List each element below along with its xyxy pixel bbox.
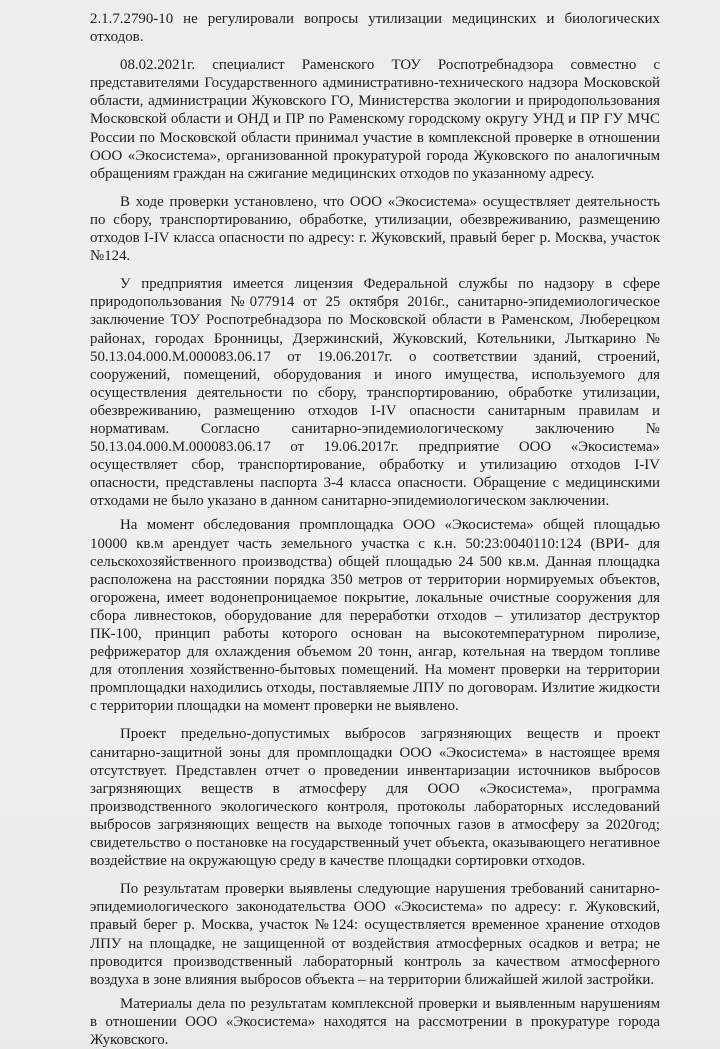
paragraph-case-materials: Материалы дела по результатам комплексной проверки и выявленным нарушениям в отношении ООО «Экосистема» находятся на рассмотрении в прокуратуре города Жуковского. <box>90 995 660 1048</box>
paragraph-inspection-participants: 08.02.2021г. специалист Раменского ТОУ Роспотребнадзора совместно с представителями Государственного административно-технического надзора Московской области, администрации Жуковского ГО, Министерства экологии и природопользования Московской области и ОНД и ПР по Раменскому городскому округу УНД и ПР ГУ МЧС России по Московской области принимал участие в комплексной проверке в отношении ООО «Экосистема», организованной прокуратурой города Жуковского по аналогичным обращениям граждан на сжигание медицинских отходов по указанному адресу. <box>90 57 660 182</box>
paragraph-sanpin-continuation: 2.1.7.2790-10 не регулировали вопросы утилизации медицинских и биологических отходов. <box>90 11 660 46</box>
paragraph-license-conclusion: У предприятия имеется лицензия Федеральной службы по надзору в сфере природопользования №077914 от 25 октября 2016г., санитарно-эпидемиологическое заключение ТОУ Роспотребнадзора по Московской области в Раменском, Люберецком районах, городах Бронницы, Дзержинский, Жуковский, Котельники, Лыткарино № 50.13.04.000.М.000083.06.17 от 19.06.2017г. о соответствии зданий, строений, сооружений, помещений, оборудования и иного имущества, используемого для осуществления деятельности по сбору, транспортированию, обработке утилизации, обезвреживанию, размещению отходов I-IV опасности санитарным правилам и нормативам. Согласно санитарно-эпидемиологическому заключению № 50.13.04.000.М.000083.06.17 от 19.06.2017г. предприятие ООО «Экосистема» осуществляет сбор, транспортирование, обработку и утилизацию отходов I-IV опасности, представлены паспорта 3-4 класса опасности. Обращение с медицинскими отходами не было указано в данном санитарно-эпидемиологическом заключении. <box>90 276 660 510</box>
paragraph-site-description: На момент обследования промплощадка ООО «Экосистема» общей площадью 10000 кв.м арендует часть земельного участка с к.н. 50:23:0040110:124 (ВРИ- для сельскохозяйственного производства) общей площадью 24 500 кв.м. Данная площадка расположена на расстоянии порядка 350 метров от территории нормируемых объектов, огорожена, имеет водонепроницаемое покрытие, локальные очистные сооружения для сбора ливнестоков, оборудование для переработки отходов – утилизатор деструктор ПК-100, принцип работы которого основан на высокотемпературном пиролизе, рефрижератор для охлаждения объемом 20 тонн, ангар, котельная на твердом топливе для отопления хозяйственно-бытовых помещений. На момент проверки на территории промплощадки находились отходы, поставляемые ЛПУ по договорам. Излитие жидкости с территории площадки на момент проверки не выявлено. <box>90 517 660 715</box>
paragraph-violations: По результатам проверки выявлены следующие нарушения требований санитарно-эпидемиологического законодательства ООО «Экосистема» по адресу: г. Жуковский, правый берег р. Москва, участок №124: осуществляется временное хранение отходов ЛПУ на площадке, не защищенной от воздействия атмосферных осадков и ветра; не проводится производственный лабораторный контроль за качеством атмосферного воздуха в зоне влияния выбросов объекта – на территории ближайшей жилой застройки. <box>90 881 660 988</box>
paragraph-activity-established: В ходе проверки установлено, что ООО «Экосистема» осуществляет деятельность по сбору, транспортированию, обработке, утилизации, обезвреживанию, размещению отходов I-IV класса опасности по адресу: г. Жуковский, правый берег р. Москва, участок №124. <box>90 193 660 265</box>
paragraph-emissions-project: Проект предельно-допустимых выбросов загрязняющих веществ и проект санитарно-защитной зоны для промплощадки ООО «Экосистема» в настоящее время отсутствует. Представлен отчет о проведении инвентаризации источников выбросов загрязняющих веществ в атмосферу для ООО «Экосистема», программа производственного экологического контроля, протоколы лабораторных исследований выбросов загрязняющих веществ на выходе топочных газов в атмосферу за 2020год; свидетельство о постановке на государственный учет объекта, оказывающего негативное воздействие на окружающую среду в качестве площадки сортировки отходов. <box>90 726 660 870</box>
